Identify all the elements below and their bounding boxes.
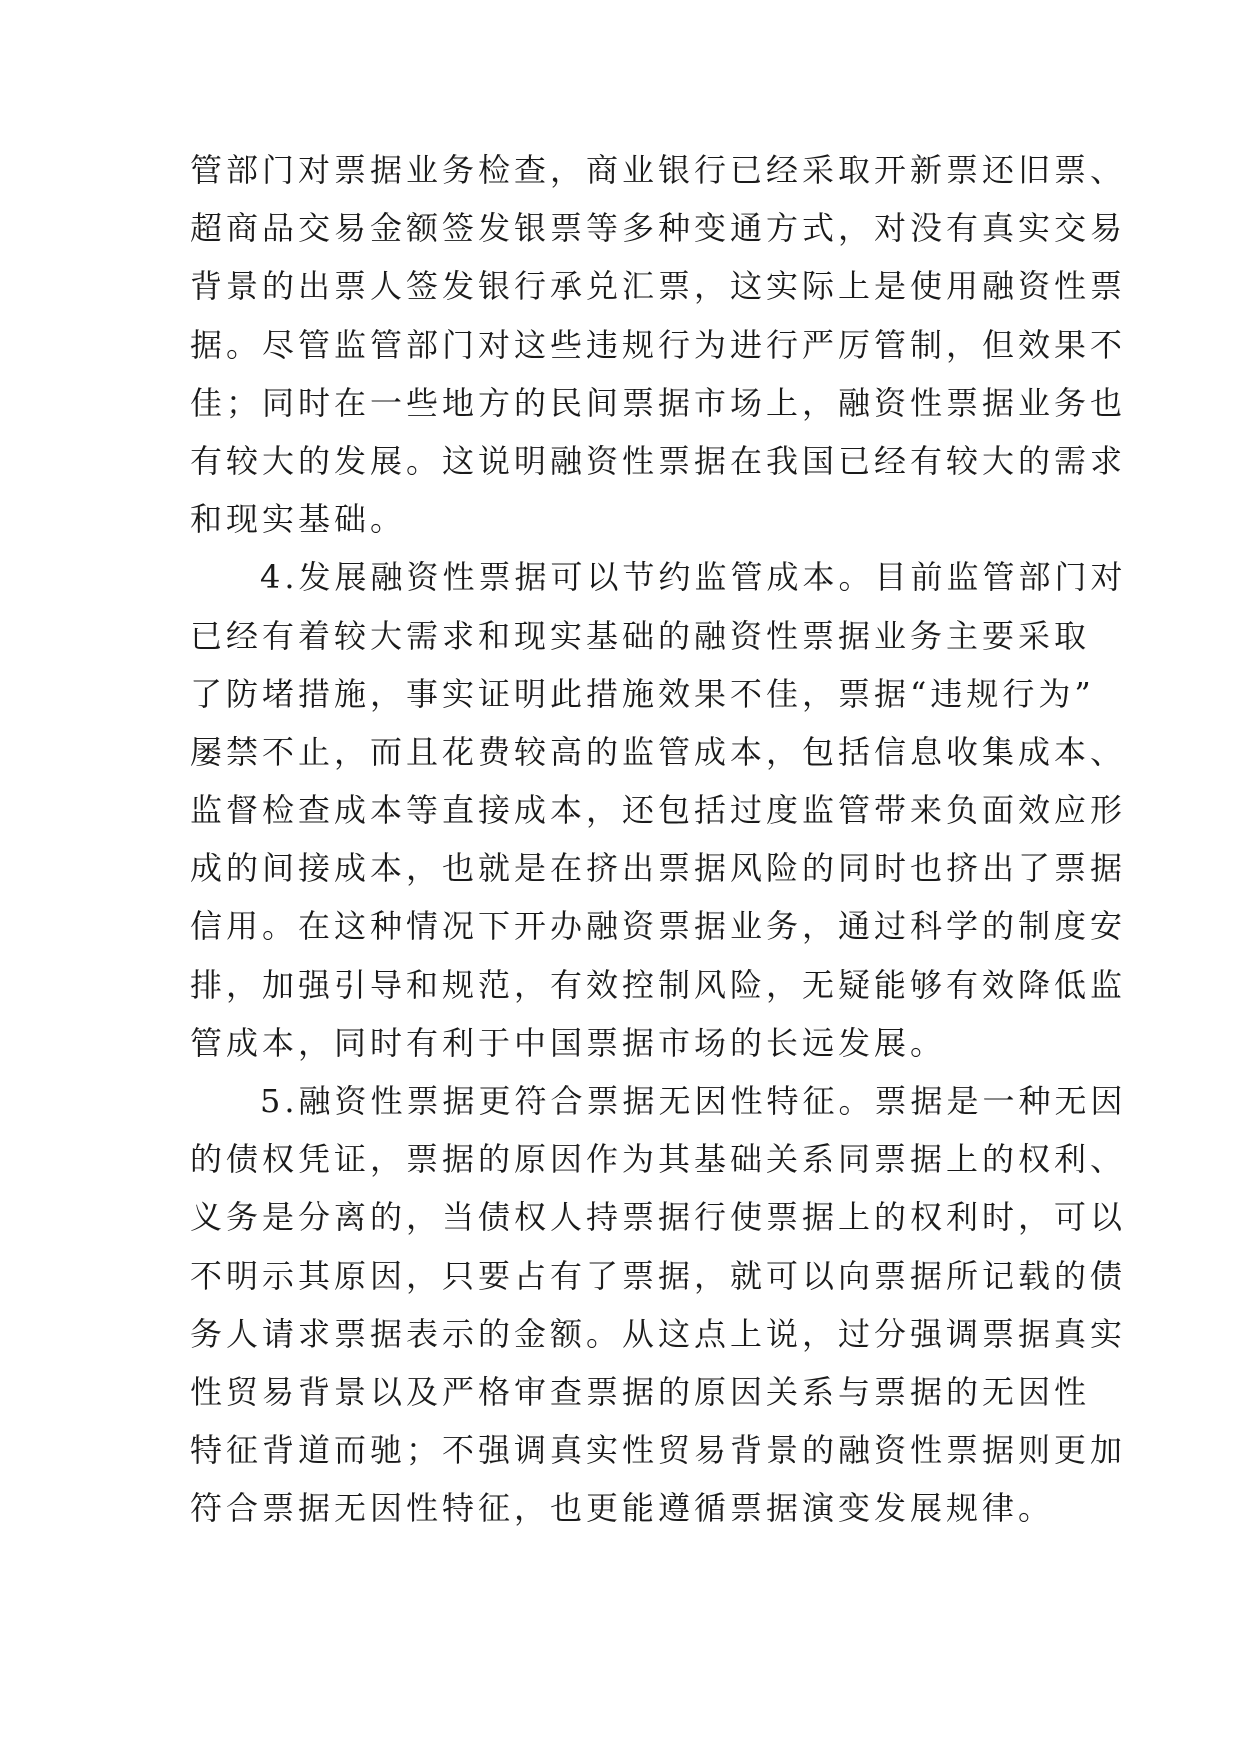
text-line: 已经有着较大需求和现实基础的融资性票据业务主要采取 — [190, 616, 1091, 655]
text-line: 了防堵措施，事实证明此措施效果不佳，票据“违规行为” — [190, 674, 1095, 713]
text-line: 成的间接成本，也就是在挤出票据风险的同时也挤出了票据 — [190, 849, 1127, 888]
paragraph-point-5 — [190, 1072, 1127, 1538]
text-line: 和现实基础。 — [190, 500, 407, 539]
text-line: 务人请求票据表示的金额。从这点上说，过分强调票据真实 — [190, 1314, 1127, 1353]
text-line: 监督检查成本等直接成本，还包括过度监管带来负面效应形 — [190, 791, 1127, 830]
text-line: 佳；同时在一些地方的民间票据市场上，融资性票据业务也 — [190, 383, 1127, 422]
text-line-first: 4.发展融资性票据可以节约监管成本。目前监管部门对 — [260, 558, 1127, 597]
text-line: 性贸易背景以及严格审查票据的原因关系与票据的无因性 — [190, 1372, 1091, 1411]
text-line: 的债权凭证，票据的原因作为其基础关系同票据上的权利、 — [190, 1140, 1127, 1179]
text-line: 管部门对票据业务检查，商业银行已经采取开新票还旧票、 — [190, 151, 1127, 189]
text-line: 据。尽管监管部门对这些违规行为进行严厉管制，但效果不 — [190, 325, 1127, 364]
text-line: 管成本，同时有利于中国票据市场的长远发展。 — [190, 1023, 947, 1062]
text-line: 信用。在这种情况下开办融资票据业务，通过科学的制度安 — [190, 907, 1127, 946]
text-line: 特征背道而驰；不强调真实性贸易背景的融资性票据则更加 — [190, 1431, 1127, 1470]
text-line: 背景的出票人签发银行承兑汇票，这实际上是使用融资性票 — [190, 267, 1127, 306]
body-text — [190, 141, 1127, 1538]
text-line: 超商品交易金额签发银票等多种变通方式，对没有真实交易 — [190, 209, 1127, 248]
text-line: 屡禁不止，而且花费较高的监管成本，包括信息收集成本、 — [190, 732, 1127, 771]
paragraph-point-4 — [190, 548, 1127, 1072]
text-line: 义务是分离的，当债权人持票据行使票据上的权利时，可以 — [190, 1198, 1127, 1237]
text-line: 不明示其原因，只要占有了票据，就可以向票据所记载的债 — [190, 1256, 1127, 1295]
paragraph-continuation — [190, 141, 1127, 548]
text-line: 排，加强引导和规范，有效控制风险，无疑能够有效降低监 — [190, 965, 1127, 1004]
text-line-first: 5.融资性票据更符合票据无因性特征。票据是一种无因 — [260, 1082, 1127, 1120]
text-line: 有较大的发展。这说明融资性票据在我国已经有较大的需求 — [190, 441, 1127, 480]
text-line: 符合票据无因性特征，也更能遵循票据演变发展规律。 — [190, 1489, 1055, 1528]
